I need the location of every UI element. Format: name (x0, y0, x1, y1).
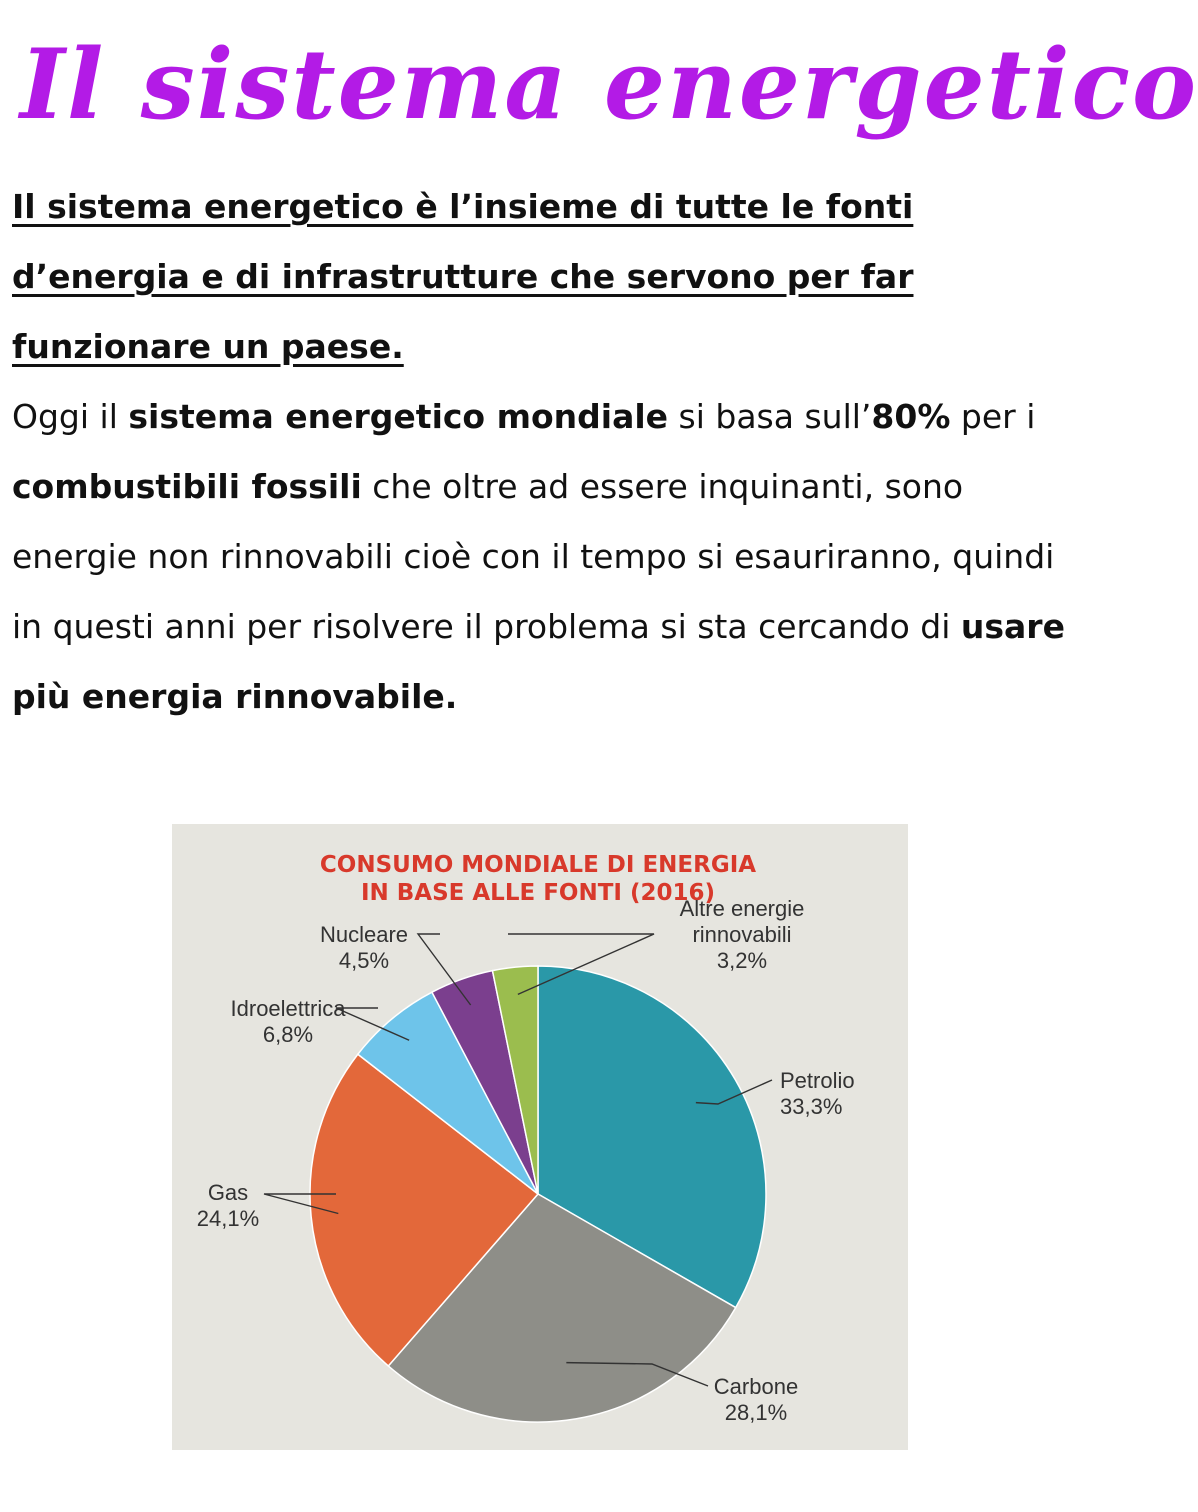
paragraph-run: che oltre ad essere inquinanti, sono energie non rinnovabili cioè con il tempo si esauriranno, quindi in questi anni per risolvere il problema si sta cercando di (12, 467, 1055, 646)
paragraph-run-bold: 80% (871, 397, 951, 436)
definition-text: Il sistema energetico è l’insieme di tutte le fonti d’energia e di infrastrutture che servono per far funzionare un paese. (12, 187, 914, 366)
slice-value-label: 3,2% (716, 948, 768, 973)
slice-value-label: 33,3% (780, 1094, 843, 1119)
slice-name-label: rinnovabili (692, 922, 792, 947)
pie-slices (310, 966, 766, 1422)
chart-title-line-2: IN BASE ALLE FONTI (2016) (360, 880, 716, 906)
slice-name-label: Altre energie (679, 896, 805, 921)
slice-value-label: 6,8% (262, 1022, 314, 1047)
slice-name-label: Carbone (713, 1374, 799, 1399)
paragraph-run: Oggi il (12, 397, 129, 436)
chart-title-line-1: CONSUMO MONDIALE DI ENERGIA (319, 852, 757, 878)
slice-name-label: Petrolio (780, 1068, 855, 1093)
slice-name-label: Idroelettrica (230, 996, 346, 1021)
slice-value-label: 28,1% (724, 1400, 788, 1425)
body-paragraph (12, 397, 1065, 716)
paragraph-run-bold: usare più energia rinnovabile. (12, 607, 1065, 716)
slice-value-label: 24,1% (196, 1206, 260, 1231)
paragraph-run-bold: sistema energetico mondiale (128, 397, 669, 436)
slice-name-label: Nucleare (319, 922, 409, 947)
pie-chart (172, 824, 908, 1450)
paragraph-run-bold: combustibili fossili (12, 467, 362, 506)
paragraph-run: si basa sull’ (668, 397, 872, 436)
text-block (12, 172, 1074, 732)
slice-name-label: Gas (207, 1180, 249, 1205)
paragraph-run: per i (950, 397, 1036, 436)
page-title: Il sistema energetico (20, 28, 1198, 141)
slice-value-label: 4,5% (338, 948, 390, 973)
pie-chart-svg (172, 824, 908, 1450)
